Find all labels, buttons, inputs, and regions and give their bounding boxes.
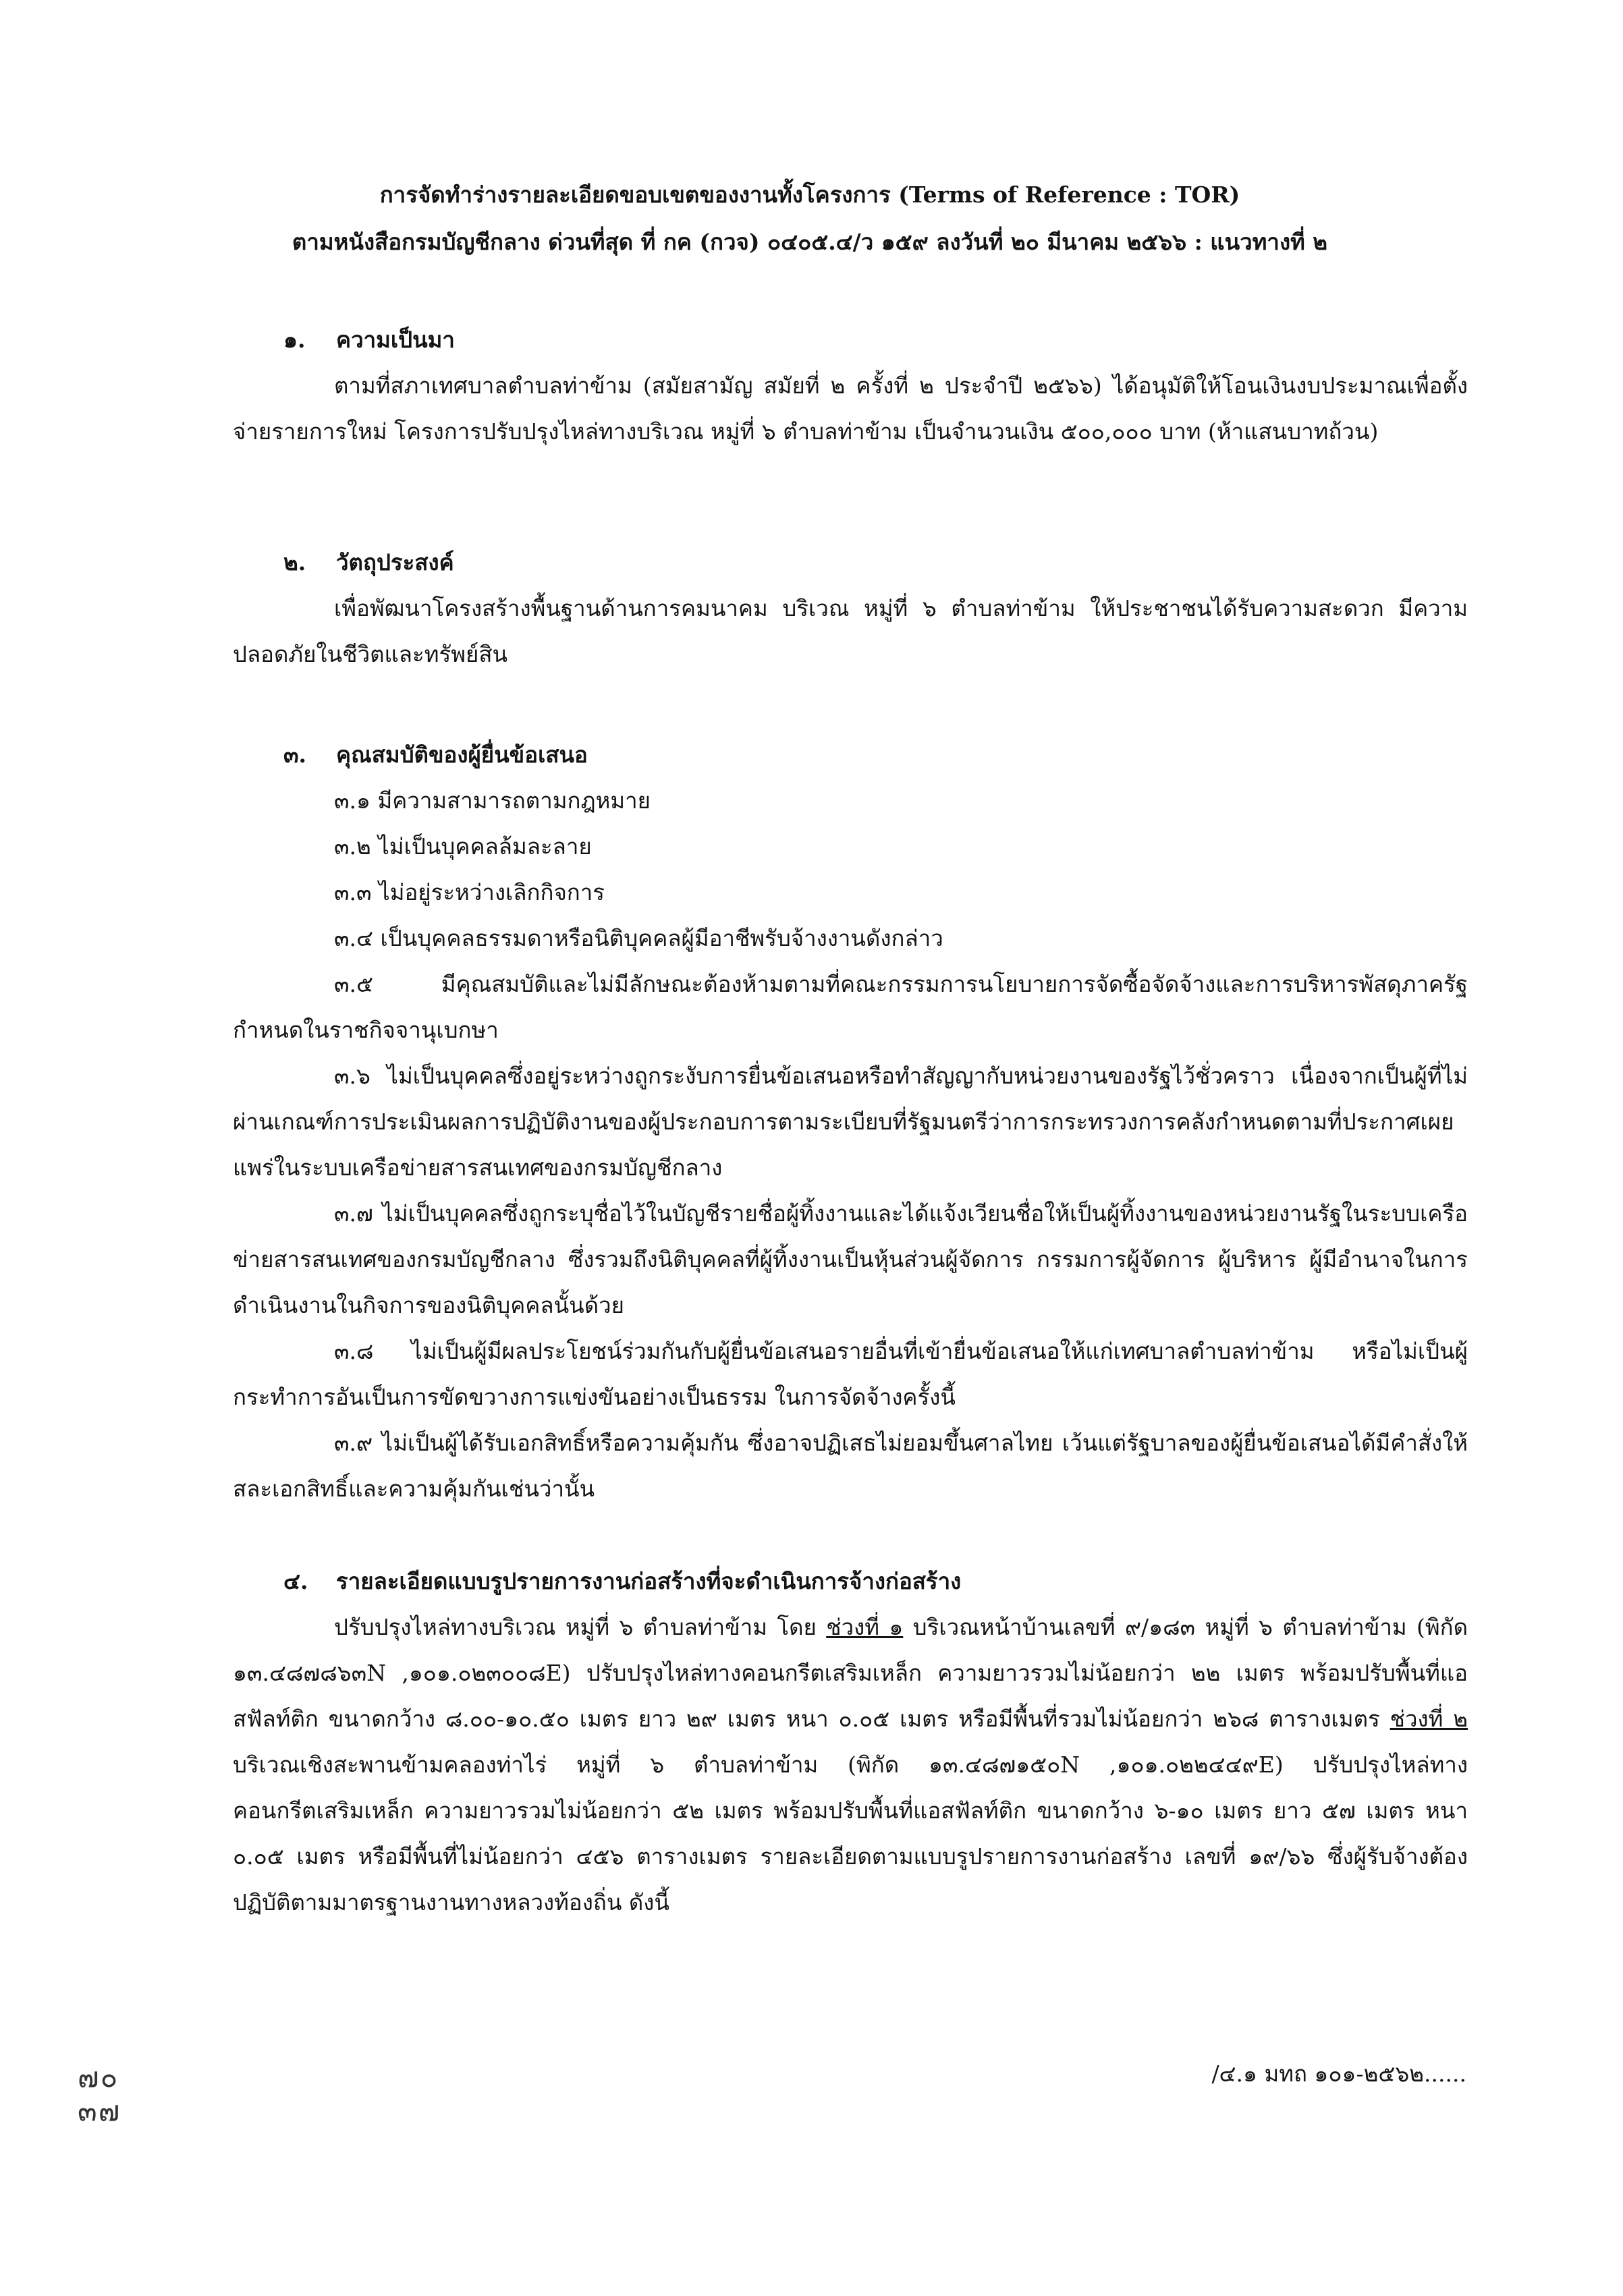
section-2-body xyxy=(233,586,1468,677)
qualification-item-7-text: ๓.๗ ไม่เป็นบุคคลซึ่งถูกระบุชื่อไว้ในบัญชีรายชื่อผู้ทิ้งงานและได้แจ้งเวียนชื่อให้เป็นผู้ทิ้งงานของหน่วยงานรัฐในระบบเครือข่ายสารสนเทศของกรมบัญชีกลาง ซึ่งรวมถึงนิติบุคคลที่ผู้ทิ้งงานเป็นหุ้นส่วนผู้จัดการ กรรมการผู้จัดการ ผู้บริหาร ผู้มีอำนาจในการดำเนินงานในกิจการของนิติบุคคลนั้นด้วย xyxy=(233,1200,1468,1318)
segment-2-label: ช่วงที่ ๒ xyxy=(1390,1706,1468,1732)
document-subtitle: ตามหนังสือกรมบัญชีกลาง ด่วนที่สุด ที่ กค (กวจ) ๐๔๐๕.๔/ว ๑๕๙ ลงวันที่ ๒๐ มีนาคม ๒๕๖๖ : แนวทางที่ ๒ xyxy=(292,229,1328,255)
section-2-paragraph: เพื่อพัฒนาโครงสร้างพื้นฐานด้านการคมนาคม บริเวณ หมู่ที่ ๖ ตำบลท่าข้าม ให้ประชาชนได้รับความสะดวก มีความปลอดภัยในชีวิตและทรัพย์สิน xyxy=(233,595,1468,667)
section-4-text-3: บริเวณเชิงสะพานข้ามคลองท่าไร่ หมู่ที่ ๖ ตำบลท่าข้าม (พิกัด ๑๓.๔๘๗๑๕๐N ,๑๐๑.๐๒๒๔๔๙E) ปรับปรุงไหล่ทางคอนกรีตเสริมเหล็ก ความยาวรวมไม่น้อยกว่า ๕๒ เมตร พร้อมปรับพื้นที่แอสฟัลท์ติก ขนาดกว้าง ๖-๑๐ เมตร ยาว ๕๗ เมตร หนา ๐.๐๕ เมตร หรือมีพื้นที่ไม่น้อยกว่า ๔๕๖ ตารางเมตร รายละเอียดตามแบบรูปรายการงานก่อสร้าง เลขที่ ๑๙/๖๖ ซึ่งผู้รับจ้างต้องปฏิบัติตามมาตรฐานงานทางหลวงท้องถิ่น ดังนี้ xyxy=(233,1752,1468,1915)
section-4-text-2: บริเวณหน้าบ้านเลขที่ ๙/๑๘๓ หมู่ที่ ๖ ตำบลท่าข้าม (พิกัด ๑๓.๔๘๗๘๖๓N ,๑๐๑.๐๒๓๐๐๘E) ปรับปรุงไหล่ทางคอนกรีตเสริมเหล็ก ความยาวรวมไม่น้อยกว่า ๒๒ เมตร พร้อมปรับพื้นที่แอสฟัลท์ติก ขนาดกว้าง ๘.๐๐-๑๐.๕๐ เมตร ยาว ๒๙ เมตร หนา ๐.๐๕ เมตร หรือมีพื้นที่รวมไม่น้อยกว่า ๒๖๘ ตารางเมตร xyxy=(233,1614,1468,1732)
margin-mark-top: ๗๐ xyxy=(78,2061,119,2094)
section-3-number: ๓. xyxy=(283,741,307,768)
document-title: การจัดทำร่างรายละเอียดขอบเขตของงานทั้งโครงการ (Terms of Reference : TOR) xyxy=(379,181,1240,208)
qualification-item-6-text: ๓.๖ ไม่เป็นบุคคลซึ่งอยู่ระหว่างถูกระงับการยื่นข้อเสนอหรือทำสัญญากับหน่วยงานของรัฐไว้ชั่วคราว เนื่องจากเป็นผู้ที่ไม่ผ่านเกณฑ์การประเมินผลการปฏิบัติงานของผู้ประกอบการตามระเบียบที่รัฐมนตรีว่าการกระทรวงการคลังกำหนดตามที่ประกาศเผยแพร่ในระบบเครือข่ายสารสนเทศของกรมบัญชีกลาง xyxy=(233,1063,1468,1181)
section-1-body xyxy=(233,363,1468,455)
qualification-item-8 xyxy=(233,1328,1468,1420)
section-1-paragraph: ตามที่สภาเทศบาลตำบลท่าข้าม (สมัยสามัญ สมัยที่ ๒ ครั้งที่ ๒ ประจำปี ๒๕๖๖) ได้อนุมัติให้โอนเงินงบประมาณเพื่อตั้งจ่ายรายการใหม่ โครงการปรับปรุงไหล่ทางบริเวณ หมู่ที่ ๖ ตำบลท่าข้าม เป็นจำนวนเงิน ๕๐๐,๐๐๐ บาท (ห้าแสนบาทถ้วน) xyxy=(233,372,1468,445)
continuation-note: /๔.๑ มทถ ๑๐๑-๒๕๖๒...... xyxy=(1211,2061,1466,2087)
section-3-heading xyxy=(283,732,588,778)
qualification-item-5 xyxy=(233,961,1468,1053)
section-4-paragraph xyxy=(233,1604,1468,1926)
margin-mark-bottom: ๓๗ xyxy=(78,2094,121,2127)
section-2-heading xyxy=(283,540,454,586)
section-4-heading xyxy=(283,1559,961,1604)
qualification-item-8-text: ๓.๘ ไม่เป็นผู้มีผลประโยชน์ร่วมกันกับผู้ยื่นข้อเสนอรายอื่นที่เข้ายื่นข้อเสนอให้แก่เทศบาลตำบลท่าข้าม หรือไม่เป็นผู้กระทำการอันเป็นการขัดขวางการแข่งขันอย่างเป็นธรรม ในการจัดจ้างครั้งนี้ xyxy=(233,1338,1468,1410)
qualification-item-9 xyxy=(233,1420,1468,1512)
section-3-title: คุณสมบัติของผู้ยื่นข้อเสนอ xyxy=(336,741,588,768)
section-4-title: รายละเอียดแบบรูปรายการงานก่อสร้างที่จะดำเนินการจ้างก่อสร้าง xyxy=(336,1568,962,1594)
section-4-text-1: ปรับปรุงไหล่ทางบริเวณ หมู่ที่ ๖ ตำบลท่าข้าม โดย xyxy=(334,1614,827,1640)
qualification-item-9-text: ๓.๙ ไม่เป็นผู้ได้รับเอกสิทธิ์หรือความคุ้มกัน ซึ่งอาจปฏิเสธไม่ยอมขึ้นศาลไทย เว้นแต่รัฐบาลของผู้ยื่นข้อเสนอได้มีคำสั่งให้สละเอกสิทธิ์และความคุ้มกันเช่นว่านั้น xyxy=(233,1430,1468,1502)
section-1-heading xyxy=(283,317,455,363)
qualification-item-6 xyxy=(233,1053,1468,1191)
section-4-number: ๔. xyxy=(283,1568,308,1594)
qualification-item-5-text: ๓.๕ มีคุณสมบัติและไม่มีลักษณะต้องห้ามตามที่คณะกรรมการนโยบายการจัดซื้อจัดจ้างและการบริหารพัสดุภาครัฐกำหนดในราชกิจจานุเบกษา xyxy=(233,971,1468,1043)
section-2-number: ๒. xyxy=(283,549,306,576)
section-1-title: ความเป็นมา xyxy=(336,327,455,353)
section-2-title: วัตถุประสงค์ xyxy=(336,549,454,576)
section-4-body xyxy=(233,1604,1468,1926)
qualification-item-2: ๓.๒ ไม่เป็นบุคคลล้มละลาย xyxy=(334,833,592,860)
qualification-item-4: ๓.๔ เป็นบุคคลธรรมดาหรือนิติบุคคลผู้มีอาชีพรับจ้างงานดังกล่าว xyxy=(334,925,943,951)
qualification-item-7 xyxy=(233,1191,1468,1328)
qualification-item-1: ๓.๑ มีความสามารถตามกฎหมาย xyxy=(334,787,651,814)
qualification-item-3: ๓.๓ ไม่อยู่ระหว่างเลิกกิจการ xyxy=(334,879,605,905)
section-1-number: ๑. xyxy=(283,327,306,353)
segment-1-label: ช่วงที่ ๑ xyxy=(826,1614,904,1640)
